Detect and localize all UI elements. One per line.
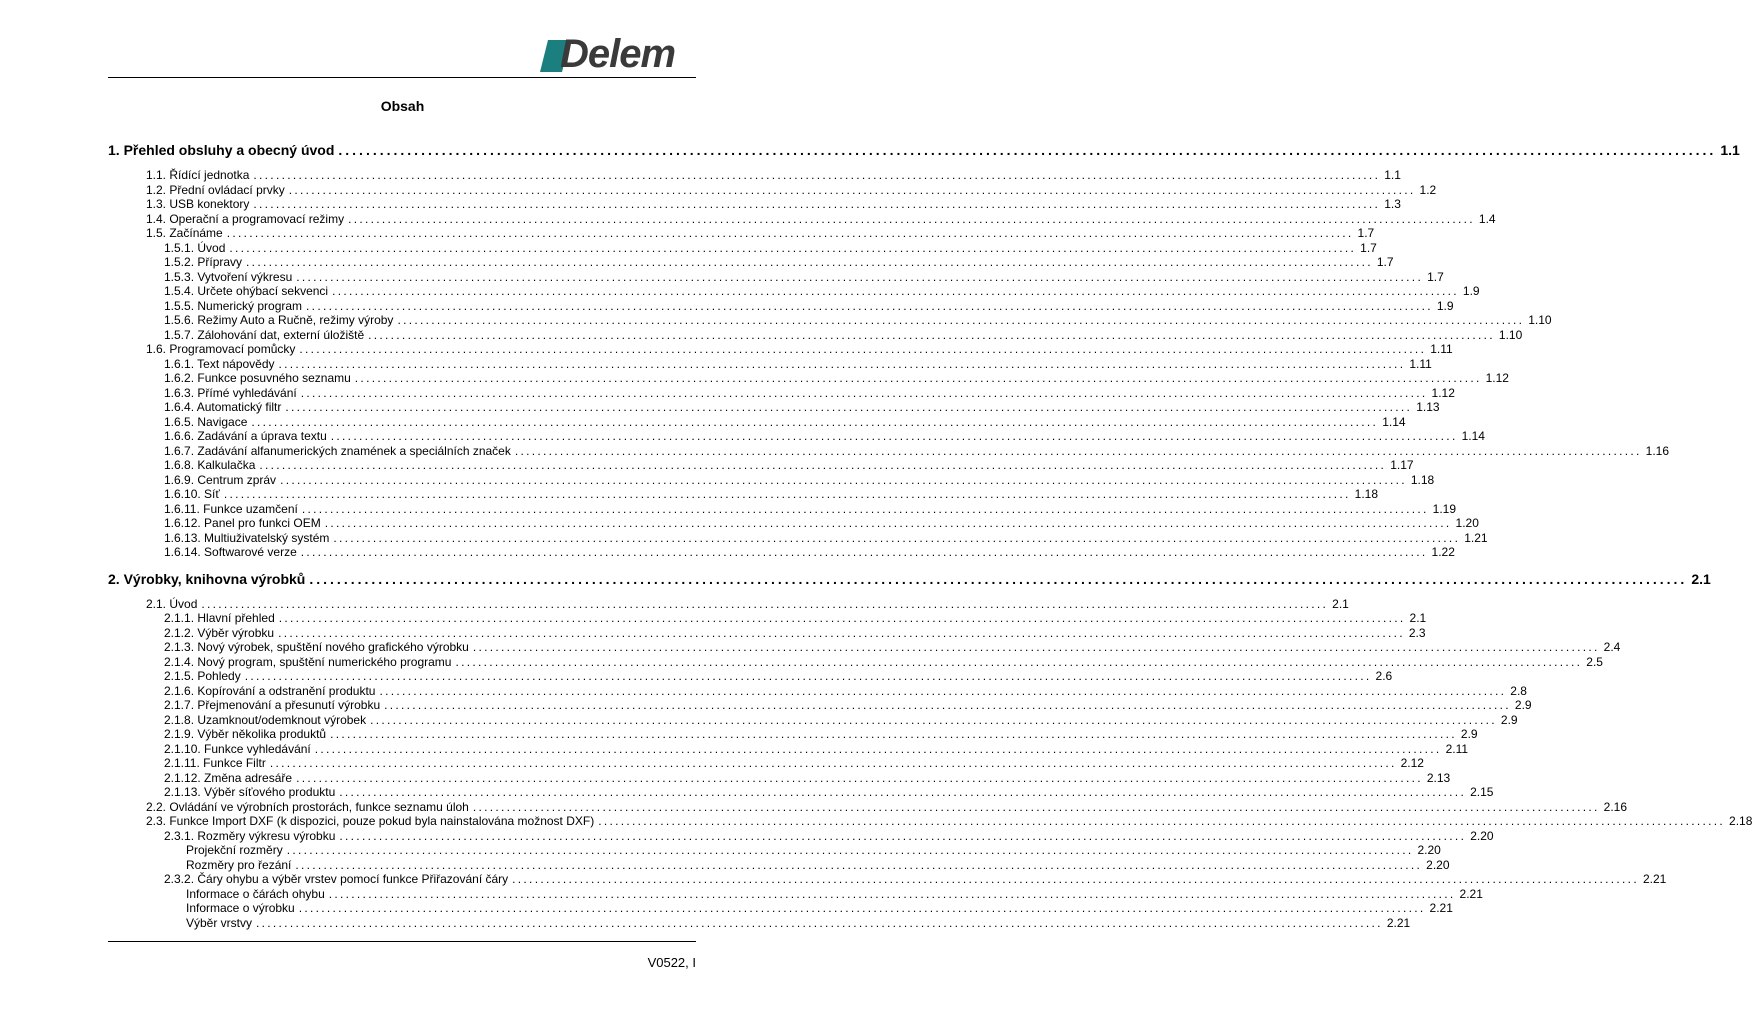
toc-entry-label: 2.1.10. Funkce vyhledávání — [164, 741, 311, 756]
toc-entry-page: 2.5 — [1586, 654, 1603, 669]
toc-entry-page: 1.7 — [1357, 226, 1375, 240]
toc-entry[interactable] — [164, 313, 1552, 328]
page-title: Obsah — [380, 98, 425, 114]
toc-entry[interactable] — [146, 197, 1401, 212]
toc-entry-page: 1.21 — [1464, 530, 1488, 545]
toc-entry[interactable] — [164, 872, 1667, 887]
toc-entry[interactable] — [164, 516, 1479, 531]
toc-entry-label: 1.6.9. Centrum zpráv — [164, 472, 277, 487]
toc-leader-dots: ........................................................................................................................................................................................................ — [286, 843, 1414, 857]
brand-logo — [540, 32, 700, 78]
toc-leader-dots: ........................................................................................................................................................................................................ — [512, 872, 1639, 886]
toc-entry-page: 1.12 — [1431, 385, 1455, 400]
toc-entry-label: 1.6.11. Funkce uzamčení — [164, 501, 298, 516]
toc-entry-page: 2.13 — [1426, 770, 1451, 785]
toc-leader-dots: ........................................................................................................................................................................................................ — [278, 611, 1406, 625]
toc-entry[interactable] — [146, 814, 1752, 829]
toc-leader-dots: ........................................................................................................................................................................................................ — [244, 669, 1372, 683]
toc-entry[interactable] — [164, 472, 1435, 488]
toc-entry[interactable] — [164, 327, 1523, 343]
toc-entry-page: 2.1 — [1409, 611, 1427, 625]
toc-entry-label: 1.5. Začínáme — [146, 226, 223, 240]
toc-entry-page: 1.13 — [1416, 400, 1440, 414]
toc-leader-dots: ........................................................................................................................................................................................................ — [201, 596, 1329, 611]
toc-leader-dots: ........................................................................................................................................................................................................ — [299, 342, 1427, 356]
toc-leader-dots: ........................................................................................................................................................................................................ — [223, 487, 1351, 501]
toc-entry-label: 2.1.6. Kopírování a odstranění produktu — [164, 683, 376, 698]
toc-entry[interactable] — [164, 240, 1377, 256]
toc-entry[interactable] — [146, 342, 1453, 357]
toc-entry[interactable] — [164, 501, 1457, 517]
toc-leader-dots: ........................................................................................................................................................................................................ — [314, 741, 1442, 756]
toc-entry-page: 2.20 — [1417, 843, 1441, 857]
toc-entry-page: 2.12 — [1400, 756, 1424, 770]
toc-entry-page: 2.9 — [1500, 712, 1518, 727]
toc-entry-label: Rozměry pro řezání — [186, 857, 292, 872]
toc-entry[interactable] — [164, 640, 1621, 655]
toc-entry-page: 2.20 — [1470, 828, 1494, 843]
toc-entry-page: 1.18 — [1410, 472, 1435, 487]
toc-entry[interactable] — [164, 828, 1494, 844]
toc-entry-label: 1.6.7. Zadávání alfanumerických znamének a speciálních značek — [164, 443, 511, 458]
toc-entry[interactable] — [146, 168, 1401, 183]
toc-entry[interactable] — [164, 400, 1440, 415]
toc-entry[interactable] — [164, 654, 1603, 670]
toc-entry-page: 2.6 — [1375, 669, 1393, 683]
toc-leader-dots: ........................................................................................................................................................................................................ — [324, 516, 1452, 530]
toc-entry-label: 1.6.5. Navigace — [164, 414, 248, 429]
toc-leader-dots: ........................................................................................................................................................................................................ — [253, 197, 1381, 211]
toc-leader-dots: ........................................................................................................................................................................................................ — [300, 385, 1428, 400]
toc-entry-label: 2. Výrobky, knihovna výrobků — [108, 570, 306, 587]
toc-entry[interactable] — [164, 414, 1406, 430]
toc-entry-label: 2.1.2. Výběr výrobku — [164, 625, 275, 640]
toc-entry-page: 1.12 — [1485, 371, 1509, 385]
toc-entry-page: 1.14 — [1382, 414, 1406, 429]
toc-entry-page: 1.20 — [1455, 516, 1479, 530]
toc-entry[interactable] — [164, 756, 1424, 771]
toc-entry[interactable] — [186, 915, 1411, 931]
toc-leader-dots: ........................................................................................................................................................................................................ — [330, 727, 1457, 741]
toc-entry-label: 1.2. Přední ovládací prvky — [146, 182, 285, 197]
toc-entry-page: 2.9 — [1460, 727, 1478, 741]
toc-entry[interactable] — [164, 698, 1532, 713]
toc-entry[interactable] — [164, 385, 1455, 401]
toc-leader-dots: ........................................................................................................................................................................................................ — [598, 814, 1726, 828]
toc-entry-label: 1.6.14. Softwarové verze — [164, 545, 297, 559]
toc-entry-label: 1.6.10. Síť — [164, 487, 220, 501]
toc-leader-dots: ........................................................................................................................................................................................................ — [246, 255, 1373, 269]
toc-entry-page: 2.11 — [1445, 741, 1469, 756]
toc-leader-dots: ........................................................................................................................................................................................................ — [397, 313, 1525, 327]
toc-entry[interactable] — [146, 226, 1375, 241]
toc-entry-label: Výběr vrstvy — [186, 915, 253, 930]
toc-entry-page: 1.11 — [1409, 356, 1432, 371]
toc-entry-label: 1.4. Operační a programovací režimy — [146, 211, 345, 226]
toc-entry-label: 1.6.2. Funkce posuvného seznamu — [164, 371, 351, 385]
toc-leader-dots: ........................................................................................................................................................................................................ — [301, 501, 1429, 516]
toc-entry-label: 1.6.12. Panel pro funkci OEM — [164, 516, 321, 530]
toc-leader-dots: ........................................................................................................................................................................................................ — [300, 545, 1428, 559]
toc-entry-page: 1.19 — [1432, 501, 1457, 516]
toc-entry-label: 1.5.7. Zálohování dat, externí úložiště — [164, 327, 365, 342]
toc-leader-dots: ........................................................................................................................................................................................................ — [278, 625, 1405, 640]
toc-entry[interactable] — [164, 487, 1379, 502]
toc-entry-page: 2.21 — [1386, 915, 1411, 930]
toc-leader-dots: ........................................................................................................................................................................................................ — [229, 240, 1357, 255]
toc-entry-label: Informace o čárách ohybu — [186, 886, 325, 901]
toc-entry-page: 2.15 — [1470, 785, 1494, 799]
toc-leader-dots: ........................................................................................................................................................................................................ — [278, 356, 1406, 371]
toc-leader-dots: ........................................................................................................................................................................................................ — [348, 211, 1475, 226]
toc-entry-label: Projekční rozměry — [186, 843, 283, 857]
toc-entry-page: 2.18 — [1729, 814, 1752, 828]
toc-entry-page: 2.21 — [1429, 901, 1453, 915]
toc-entry[interactable] — [164, 741, 1469, 757]
toc-leader-dots: ........................................................................................................................................................................................................ — [296, 269, 1424, 284]
toc-entry[interactable] — [146, 799, 1628, 815]
toc-entry-label: 1. Přehled obsluhy a obecný úvod — [108, 142, 335, 158]
toc-entry-label: 1.6.8. Kalkulačka — [164, 458, 256, 472]
toc-leader-dots: ........................................................................................................................................................................................................ — [379, 683, 1507, 698]
toc-entry-page: 1.3 — [1384, 197, 1401, 211]
toc-entry[interactable] — [164, 712, 1518, 728]
toc-leader-dots: ........................................................................................................................................................................................................ — [306, 298, 1433, 313]
toc-entry-page: 1.7 — [1360, 240, 1377, 255]
toc-entry[interactable] — [164, 530, 1488, 546]
toc-entry-label: 2.1.3. Nový výrobek, spuštění nového grafického výrobku — [164, 640, 469, 654]
toc-leader-dots: ........................................................................................................................................................................................................ — [472, 640, 1600, 654]
toc-entry-label: 1.6.4. Automatický filtr — [164, 400, 282, 414]
logo-text: Delem — [560, 32, 676, 76]
toc-leader-dots: ........................................................................................................................................................................................................ — [295, 857, 1423, 872]
toc-chapter-entry[interactable] — [108, 141, 1740, 159]
toc-entry-page: 1.18 — [1354, 487, 1379, 501]
toc-entry-page: 2.21 — [1459, 886, 1483, 901]
toc-entry-label: 2.1.7. Přejmenování a přesunutí výrobku — [164, 698, 381, 712]
toc-entry-page: 2.16 — [1603, 799, 1628, 814]
toc-leader-dots: ........................................................................................................................................................................................................ — [338, 142, 1717, 158]
toc-entry-label: 1.5.2. Přípravy — [164, 255, 243, 269]
toc-entry-page: 2.1 — [1332, 596, 1349, 611]
header-rule — [108, 77, 696, 78]
toc-entry-label: 2.1.5. Pohledy — [164, 669, 241, 683]
toc-entry[interactable] — [164, 545, 1455, 560]
toc-entry-label: 1.5.3. Vytvoření výkresu — [164, 269, 293, 284]
toc-entry-page: 1.10 — [1528, 313, 1552, 327]
toc-entry-label: 1.5.6. Režimy Auto a Ručně, režimy výroby — [164, 313, 394, 327]
toc-entry[interactable] — [164, 269, 1444, 285]
toc-entry-page: 1.22 — [1431, 545, 1455, 559]
toc-entry[interactable] — [164, 625, 1426, 641]
toc-entry-label: 1.1. Řídící jednotka — [146, 168, 250, 182]
toc-entry-label: 1.5.4. Určete ohýbací sekvenci — [164, 284, 329, 298]
toc-entry[interactable] — [186, 857, 1450, 873]
toc-entry[interactable] — [164, 284, 1480, 299]
toc-entry-label: 2.1.11. Funkce Filtr — [164, 756, 266, 770]
toc-leader-dots: ........................................................................................................................................................................................................ — [368, 327, 1495, 342]
toc-entry-label: 2.1.13. Výběr síťového produktu — [164, 785, 336, 799]
toc-entry[interactable] — [146, 182, 1437, 198]
toc-entry-label: 1.6.13. Multiuživatelský systém — [164, 530, 330, 545]
toc-entry[interactable] — [186, 886, 1483, 902]
toc-entry-label: 2.2. Ovládání ve výrobních prostorách, funkce seznamu úloh — [146, 799, 469, 814]
toc-leader-dots: ........................................................................................................................................................................................................ — [253, 168, 1381, 182]
toc-leader-dots: ........................................................................................................................................................................................................ — [269, 756, 1397, 770]
toc-leader-dots: ........................................................................................................................................................................................................ — [332, 284, 1459, 298]
toc-entry-label: 2.3. Funkce Import DXF (k dispozici, pouze pokud byla nainstalována možnost DXF) — [146, 814, 595, 828]
toc-entry[interactable] — [164, 727, 1478, 742]
page-footer: V0522, I — [647, 955, 696, 970]
toc-entry-label: 1.6.3. Přímé vyhledávání — [164, 385, 297, 400]
toc-entry[interactable] — [164, 770, 1451, 786]
toc-leader-dots: ........................................................................................................................................................................................................ — [354, 371, 1482, 385]
toc-entry-label: 2.1.4. Nový program, spuštění numerického programu — [164, 654, 452, 669]
toc-entry-label: 1.6.1. Text nápovědy — [164, 356, 275, 371]
toc-entry-page: 1.7 — [1427, 269, 1444, 284]
toc-entry[interactable] — [164, 683, 1527, 699]
toc-entry-label: 2.1.1. Hlavní přehled — [164, 611, 275, 625]
toc-entry-page: 1.17 — [1390, 458, 1414, 472]
toc-entry-label: 1.6.6. Zadávání a úprava textu — [164, 429, 327, 443]
toc-entry-page: 1.1 — [1720, 142, 1740, 158]
toc-entry[interactable] — [164, 429, 1485, 444]
toc-entry-page: 2.4 — [1603, 640, 1621, 654]
toc-leader-dots: ........................................................................................................................................................................................................ — [298, 901, 1426, 915]
toc-entry-label: 1.6. Programovací pomůcky — [146, 342, 296, 356]
toc-entry[interactable] — [164, 255, 1394, 270]
toc-entry-page: 1.9 — [1462, 284, 1480, 298]
toc-entry-page: 1.4 — [1478, 211, 1496, 226]
toc-entry-label: 2.1.12. Změna adresáře — [164, 770, 293, 785]
toc-leader-dots: ........................................................................................................................................................................................................ — [514, 443, 1642, 458]
toc-entry-page: 1.2 — [1419, 182, 1437, 197]
toc-entry-page: 2.21 — [1642, 872, 1667, 886]
toc-entry[interactable] — [164, 611, 1427, 626]
toc-entry[interactable] — [164, 443, 1670, 459]
toc-leader-dots: ........................................................................................................................................................................................................ — [472, 799, 1600, 814]
toc-entry-label: 2.1.8. Uzamknout/odemknout výrobek — [164, 712, 367, 727]
toc-leader-dots: ........................................................................................................................................................................................................ — [296, 770, 1423, 785]
footer-rule — [108, 941, 696, 942]
toc-entry[interactable] — [146, 596, 1349, 612]
toc-leader-dots: ........................................................................................................................................................................................................ — [251, 414, 1379, 429]
toc-leader-dots: ........................................................................................................................................................................................................ — [330, 429, 1458, 443]
toc-entry[interactable] — [186, 901, 1453, 916]
toc-leader-dots: ........................................................................................................................................................................................................ — [280, 472, 1407, 487]
toc-leader-dots: ........................................................................................................................................................................................................ — [339, 785, 1467, 799]
toc-entry-page: 2.3 — [1408, 625, 1426, 640]
toc-entry[interactable] — [164, 298, 1454, 314]
toc-leader-dots: ........................................................................................................................................................................................................ — [328, 886, 1456, 901]
toc-leader-dots: ........................................................................................................................................................................................................ — [256, 915, 1383, 930]
toc-entry-label: 2.3.2. Čáry ohybu a výběr vrstev pomocí funkce Přiřazování čáry — [164, 872, 509, 886]
toc-leader-dots: ........................................................................................................................................................................................................ — [226, 226, 1354, 240]
toc-entry-label: 1.5.1. Úvod — [164, 240, 226, 255]
toc-entry-page: 1.11 — [1430, 342, 1453, 356]
toc-leader-dots: ........................................................................................................................................................................................................ — [259, 458, 1387, 472]
toc-leader-dots: ........................................................................................................................................................................................................ — [455, 654, 1583, 669]
toc-entry-label: Informace o výrobku — [186, 901, 295, 915]
toc-entry-page: 1.9 — [1436, 298, 1454, 313]
toc-entry-page: 1.10 — [1498, 327, 1523, 342]
toc-leader-dots: ........................................................................................................................................................................................................ — [285, 400, 1413, 414]
toc-chapter-entry[interactable] — [108, 570, 1711, 588]
toc-entry[interactable] — [164, 785, 1494, 800]
toc-entry-page: 2.9 — [1514, 698, 1532, 712]
toc-entry-page: 1.14 — [1461, 429, 1485, 443]
toc-leader-dots: ........................................................................................................................................................................................................ — [384, 698, 1511, 712]
toc-entry-label: 2.1.9. Výběr několika produktů — [164, 727, 327, 741]
toc-entry[interactable] — [186, 843, 1441, 858]
toc-leader-dots: ........................................................................................................................................................................................................ — [339, 828, 1467, 843]
toc-entry[interactable] — [164, 371, 1509, 386]
toc-entry[interactable] — [164, 356, 1432, 372]
toc-entry-page: 1.16 — [1645, 443, 1670, 458]
toc-entry[interactable] — [164, 669, 1393, 684]
toc-entry-page: 2.1 — [1691, 570, 1711, 587]
toc-entry-label: 2.3.1. Rozměry výkresu výrobku — [164, 828, 336, 843]
toc-leader-dots: ........................................................................................................................................................................................................ — [333, 530, 1461, 545]
toc-entry-label: 2.1. Úvod — [146, 596, 198, 611]
toc-entry-page: 1.1 — [1384, 168, 1401, 182]
toc-leader-dots: ........................................................................................................................................................................................................ — [288, 182, 1416, 197]
toc-entry-page: 2.8 — [1510, 683, 1527, 698]
toc-entry-page: 1.7 — [1376, 255, 1394, 269]
toc-entry-label: 1.5.5. Numerický program — [164, 298, 303, 313]
toc-entry[interactable] — [146, 211, 1496, 227]
toc-entry-page: 2.20 — [1426, 857, 1450, 872]
toc-leader-dots: ........................................................................................................................................................................................................ — [370, 712, 1497, 727]
toc-entry-label: 1.3. USB konektory — [146, 197, 250, 211]
toc-leader-dots: ........................................................................................................................................................................................................ — [309, 570, 1688, 587]
toc-entry[interactable] — [164, 458, 1414, 473]
